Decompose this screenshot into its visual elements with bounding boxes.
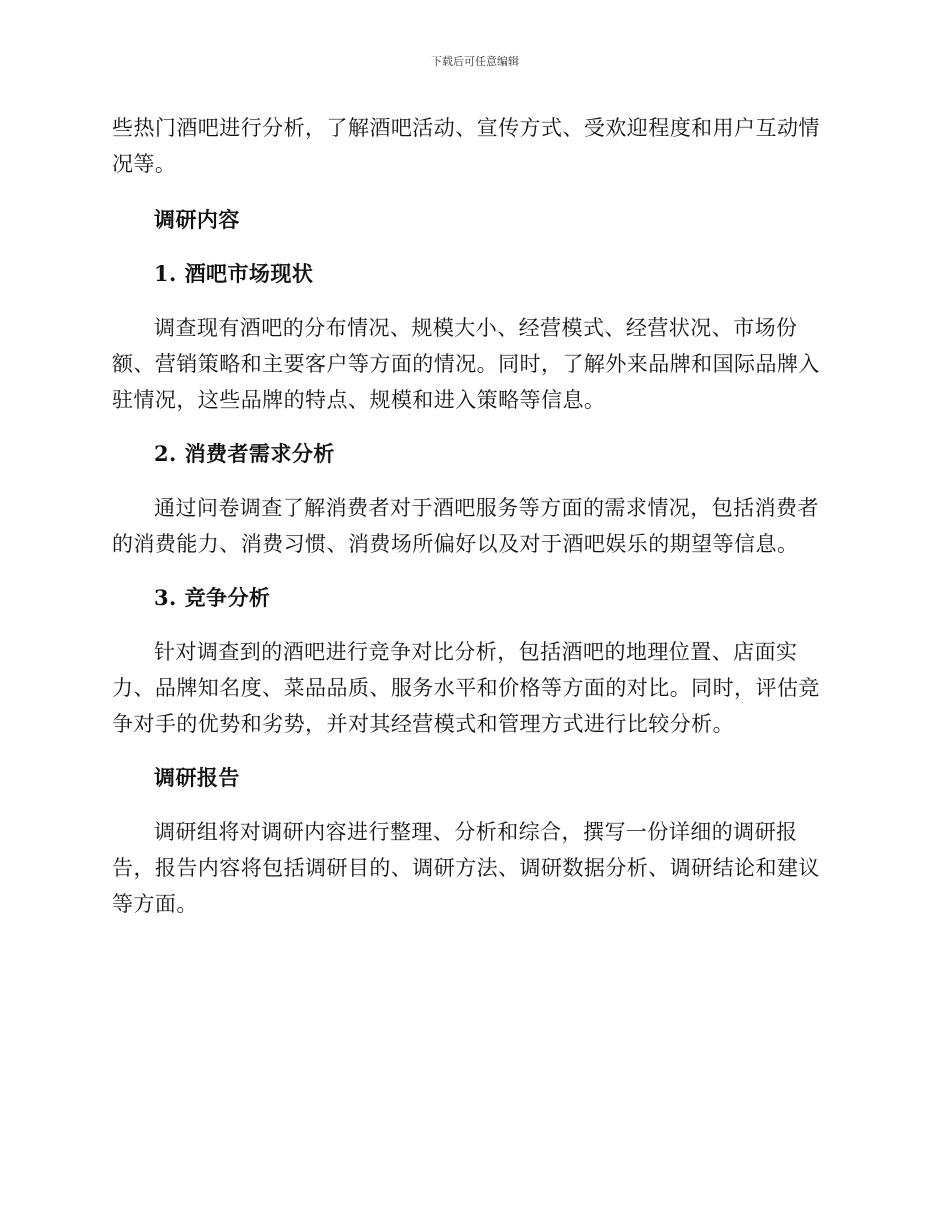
section-heading-research-report: 调研报告	[154, 765, 240, 790]
competition-paragraph: 针对调查到的酒吧进行竞争对比分析，包括酒吧的地理位置、店面实力、品牌知名度、菜品品质、服务水平和价格等方面的对比。同时，评估竞争对手的优势和劣势，并对其经营模式和管理方式进行比较分析。	[112, 640, 820, 736]
page-header: 下载后可任意编辑	[431, 55, 519, 68]
consumer-demand-paragraph: 通过问卷调查了解消费者对于酒吧服务等方面的需求情况，包括消费者的消费能力、消费习惯、消费场所偏好以及对于酒吧娱乐的期望等信息。	[112, 496, 819, 556]
intro-paragraph: 些热门酒吧进行分析，了解酒吧活动、宣传方式、受欢迎程度和用户互动情况等。	[112, 116, 820, 176]
subsection-heading-market-status: 1. 酒吧市场现状	[154, 261, 314, 286]
subsection-heading-competition: 3. 竞争分析	[154, 585, 271, 610]
subsection-heading-consumer-demand: 2. 消费者需求分析	[154, 441, 335, 466]
document-body	[112, 110, 834, 922]
research-report-paragraph: 调研组将对调研内容进行整理、分析和综合，撰写一份详细的调研报告，报告内容将包括调研目的、调研方法、调研数据分析、调研结论和建议等方面。	[112, 820, 820, 916]
market-status-paragraph: 调查现有酒吧的分布情况、规模大小、经营模式、经营状况、市场份额、营销策略和主要客户等方面的情况。同时，了解外来品牌和国际品牌入驻情况，这些品牌的特点、规模和进入策略等信息。	[112, 316, 820, 412]
section-heading-research-content: 调研内容	[154, 207, 240, 232]
